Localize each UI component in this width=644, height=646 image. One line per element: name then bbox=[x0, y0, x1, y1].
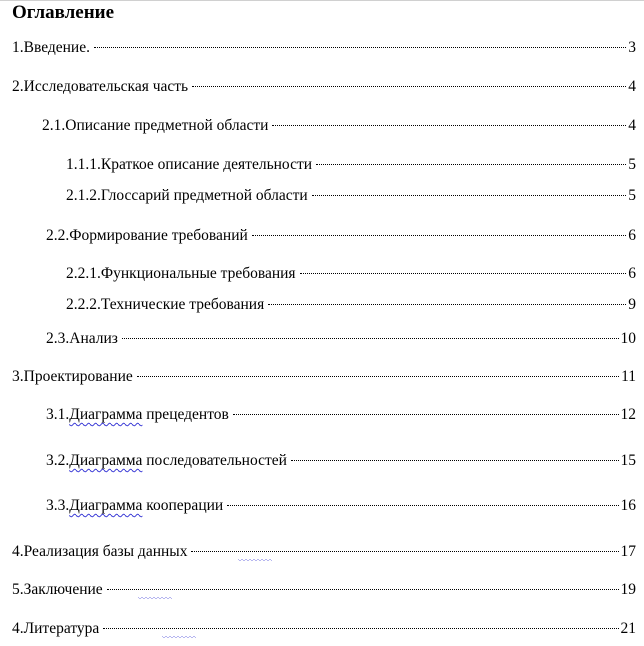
toc-entry-label bbox=[46, 496, 225, 516]
dot-leader bbox=[291, 460, 619, 461]
toc-entry-label: 5.Заключение bbox=[12, 581, 103, 598]
dot-leader bbox=[192, 86, 626, 87]
dot-leader bbox=[107, 589, 619, 590]
dot-leader bbox=[122, 338, 619, 339]
toc-entry[interactable] bbox=[66, 155, 636, 175]
toc-entry-number: 3.2. bbox=[46, 452, 70, 469]
toc-entry-page: 21 bbox=[620, 620, 636, 637]
toc-entry-page: 19 bbox=[620, 581, 636, 598]
toc-entry[interactable] bbox=[12, 367, 636, 387]
toc-entry-label-rest: кооперации bbox=[142, 497, 224, 514]
toc-entry[interactable] bbox=[12, 77, 636, 97]
toc-entry[interactable] bbox=[46, 329, 636, 349]
toc-entry-label: 2.2.1.Функциональные требования bbox=[66, 265, 296, 282]
dot-leader bbox=[272, 125, 626, 126]
spellcheck-underlined-word[interactable]: Диаграмма bbox=[69, 497, 143, 514]
page-top-border bbox=[0, 0, 644, 1]
dot-leader bbox=[312, 195, 627, 196]
toc-entry-page: 12 bbox=[620, 406, 636, 423]
toc-entry[interactable] bbox=[66, 186, 636, 206]
toc-entry[interactable] bbox=[12, 542, 636, 562]
toc-entry-label: 2.Исследовательская часть bbox=[12, 78, 189, 95]
toc-entry[interactable] bbox=[42, 116, 636, 136]
toc-entry[interactable] bbox=[46, 226, 636, 246]
dot-leader bbox=[252, 235, 626, 236]
toc-entry[interactable] bbox=[12, 38, 636, 58]
toc-entry-page: 5 bbox=[628, 156, 636, 173]
dot-leader bbox=[137, 376, 619, 377]
toc-entry-page: 6 bbox=[628, 227, 636, 244]
toc-entry-label: 4.Литература bbox=[12, 620, 100, 637]
toc-entry[interactable] bbox=[66, 295, 636, 315]
toc-entry-page: 6 bbox=[628, 265, 636, 282]
toc-entry[interactable] bbox=[12, 580, 636, 600]
toc-entry-page: 4 bbox=[628, 78, 636, 95]
dot-leader bbox=[227, 505, 618, 506]
dot-leader bbox=[94, 47, 626, 48]
spellcheck-squiggle bbox=[138, 597, 172, 600]
toc-entry-page: 11 bbox=[621, 368, 636, 385]
toc-entry-page: 4 bbox=[628, 117, 636, 134]
toc-entry-label-rest: прецедентов bbox=[142, 406, 229, 423]
toc-entry-label: 2.2.2.Технические требования bbox=[66, 296, 265, 313]
toc-entry[interactable] bbox=[66, 264, 636, 284]
toc-entry-label: 4.Реализация базы данных bbox=[12, 543, 188, 560]
toc-entry-label bbox=[46, 405, 231, 425]
toc-entry-page: 9 bbox=[628, 296, 636, 313]
toc-entry[interactable] bbox=[46, 496, 636, 516]
toc-entry[interactable] bbox=[46, 405, 636, 425]
toc-entry-page: 15 bbox=[620, 452, 636, 469]
toc-entry-page: 5 bbox=[628, 187, 636, 204]
toc-entry-label: 2.3.Анализ bbox=[46, 330, 118, 347]
spellcheck-underlined-word[interactable]: Диаграмма bbox=[69, 452, 143, 469]
toc-entry-label: 1.Введение. bbox=[12, 39, 90, 56]
dot-leader bbox=[103, 628, 618, 629]
toc-entry-label bbox=[46, 451, 289, 471]
toc-entry-number: 3.1. bbox=[46, 406, 70, 423]
toc-entry-label: 2.2.Формирование требований bbox=[46, 227, 248, 244]
spellcheck-squiggle bbox=[238, 559, 272, 562]
spellcheck-underlined-word[interactable]: Диаграмма bbox=[69, 406, 143, 423]
toc-entry-label: 1.1.1.Краткое описание деятельности bbox=[66, 156, 313, 173]
dot-leader bbox=[233, 414, 619, 415]
dot-leader bbox=[268, 304, 626, 305]
toc-entry-number: 3.3. bbox=[46, 497, 70, 514]
toc-entry-page: 16 bbox=[620, 497, 636, 514]
toc-entry-label: 2.1.2.Глоссарий предметной области bbox=[66, 187, 308, 204]
spellcheck-squiggle bbox=[162, 636, 196, 639]
dot-leader bbox=[191, 551, 618, 552]
toc-entry-page: 17 bbox=[620, 543, 636, 560]
toc-entry-label: 3.Проектирование bbox=[12, 368, 133, 385]
dot-leader bbox=[300, 273, 627, 274]
toc-entry[interactable] bbox=[46, 451, 636, 471]
dot-leader bbox=[316, 164, 626, 165]
toc-entry-label: 2.1.Описание предметной области bbox=[42, 117, 269, 134]
toc-entry-page: 10 bbox=[620, 330, 636, 347]
toc-entry-label-rest: последовательностей bbox=[142, 452, 287, 469]
toc-entry-page: 3 bbox=[628, 39, 636, 56]
toc-entry[interactable] bbox=[12, 619, 636, 639]
toc-title: Оглавление bbox=[12, 2, 115, 23]
